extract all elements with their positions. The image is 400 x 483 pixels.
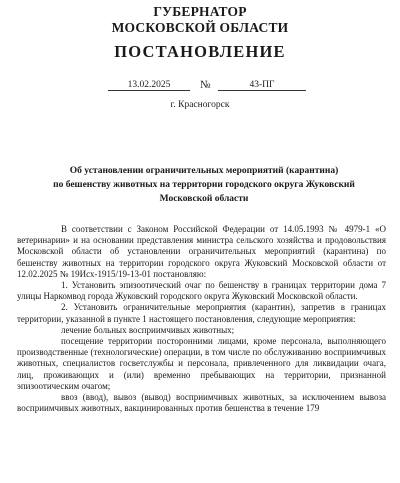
document-body bbox=[17, 224, 386, 414]
title-line-1: Об установлении ограничительных мероприятий (карантина) bbox=[69, 166, 339, 176]
authority-line-region: МОСКОВСКОЙ ОБЛАСТИ bbox=[111, 20, 289, 35]
number-sign: № bbox=[200, 79, 211, 91]
issue-place: г. Красногорск bbox=[170, 100, 230, 110]
paragraph-item-2: 2. Установить ограничительные мероприятия (карантин), запретив в границах территории, указанной в пункте 1 настоящего постановления, следующие мероприятия: bbox=[17, 302, 386, 324]
document-number: 43-ПГ bbox=[218, 80, 306, 91]
date-number-line bbox=[108, 80, 308, 96]
title-line-2: по бешенству животных на территории городского округа Жуковский bbox=[53, 180, 355, 190]
authority-line-governor: ГУБЕРНАТОР bbox=[153, 4, 247, 19]
issuing-authority bbox=[0, 4, 400, 36]
title-line-3: Московской области bbox=[159, 194, 249, 204]
paragraph-preamble: В соответствии с Законом Российской Федерации от 14.05.1993 № 4979-1 «О ветеринарии» и на основании представления министра сельского хозяйства и продовольствия Московской области об установлении ограничительных мероприятий (карантина) по бешенству животных на территории городского округа Жуковский Московской области от 12.02.2025 № 19Исх-1915/19-13-01 постановляю: bbox=[17, 224, 386, 279]
paragraph-restriction-treatment: лечение больных восприимчивых животных; bbox=[61, 324, 235, 335]
paragraph-item-1: 1. Установить эпизоотический очаг по бешенству в границах территории дома 7 улицы Наркомвод города Жуковский городского округа Жуковский Московской области. bbox=[17, 280, 386, 302]
document-type: ПОСТАНОВЛЕНИЕ bbox=[114, 42, 286, 61]
paragraph-restriction-visits: посещение территории посторонними лицами, кроме персонала, выполняющего производственные (технологические) операции, в том числе по обслуживанию восприимчивых животных, специалистов госветслужбы и персонала, привлеченного для ликвидации очага, лиц, проживающих и (или) временно пребывающих на территории, признанной эпизоотическим очагом; bbox=[17, 336, 386, 391]
paragraph-restriction-transport: ввоз (ввод), вывоз (вывод) восприимчивых животных, за исключением вывоза восприимчивых животных, вакцинированных против бешенства в течение 179 bbox=[17, 392, 386, 414]
document-title bbox=[38, 164, 370, 206]
document-date: 13.02.2025 bbox=[108, 80, 190, 91]
